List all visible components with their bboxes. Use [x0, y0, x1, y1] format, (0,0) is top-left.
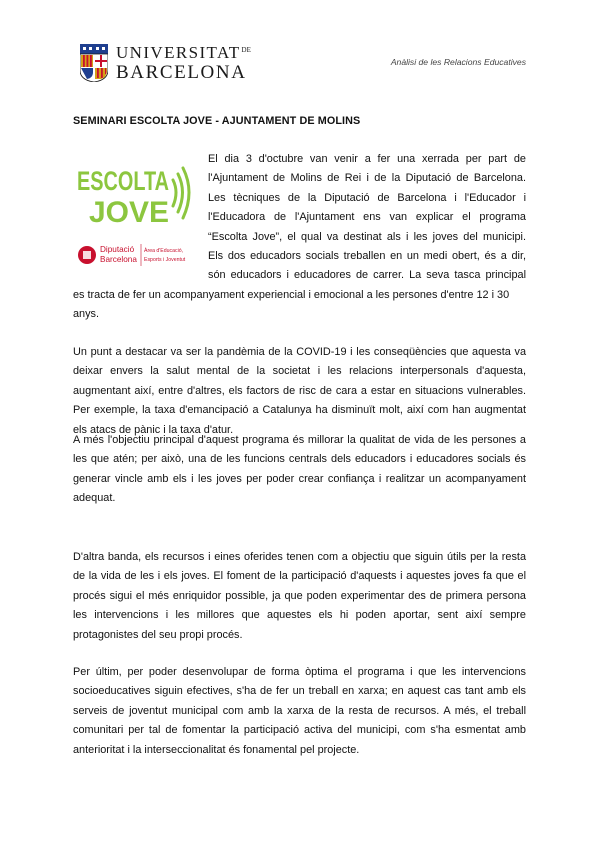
- text-line: El dia 3 d'octubre van venir a fer una xerrada per part de: [208, 153, 526, 165]
- escolta-jove-logo: [75, 158, 197, 274]
- text-line: deixar envers la salut mental de la societat i les relacions interpersonals d'aquesta,: [73, 365, 526, 378]
- text-line: D'altra banda, els recursos i eines oferides tenen com a objectiu que siguin útils per la resta: [73, 551, 526, 563]
- text-line: protagonistes del seu propi procés.: [73, 628, 243, 641]
- text-line: els atacs de pànic i la taxa d'atur.: [73, 423, 234, 436]
- text-line: comunitari per tal de fomentar la participació activa del municipi, com s'ha esmentat amb: [73, 724, 526, 737]
- text-line: Un punt a destacar va ser la pandèmia de la COVID-19 i les conseqüències que aquesta va: [73, 346, 526, 358]
- university-name-line2: BARCELONA: [116, 62, 247, 83]
- text-line: les que atén; per això, una de les funcions centrals dels educadors i educadores socials és: [73, 453, 526, 466]
- text-line: són educadors i educadores de carrer. La seva tasca principal: [208, 269, 526, 282]
- paragraph-network: [73, 663, 526, 760]
- diputacio-label-1: Diputació: [100, 245, 135, 254]
- text-line: de la vida de les i els joves. El foment de la participació d'aquests i aquestes joves fa que el: [73, 570, 526, 583]
- sound-waves-icon: [173, 168, 189, 218]
- text-line: anys.: [73, 308, 100, 321]
- diputacio-label-2: Barcelona: [100, 255, 137, 264]
- text-line: socioeducatives siguin efectives, s'ha de fer un treball en xarxa; en aquest cas tant amb els: [73, 685, 526, 698]
- paragraph-resources: [73, 548, 526, 645]
- page-header: [0, 0, 600, 100]
- document-title: SEMINARI ESCOLTA JOVE - AJUNTAMENT DE MOLINS: [73, 115, 361, 127]
- area-label-2: Esports i Joventut: [144, 257, 186, 263]
- paragraph-objective: [73, 431, 526, 509]
- text-line: serveis de joventut municipal com amb la xarxa de la resta de recursos. A més, el treball: [73, 704, 526, 717]
- text-line: procés sigui el més enriquidor possible, ja que poden experimentar des de primera persona: [73, 589, 526, 602]
- logo-word-escolta: ESCOLTA: [77, 166, 169, 196]
- university-shield-logo: [80, 44, 108, 82]
- text-line: l'Ajuntament de Molins de Rei i de la Diputació de Barcelona.: [208, 172, 526, 185]
- logo-word-jove: JOVE: [89, 196, 169, 229]
- university-name-line1: $UNIVERSITAT^{DE}$: [116, 43, 251, 62]
- text-line: augmentant així, entre d'altres, els factors de risc de cara a estar en situacions vulnerables.: [73, 384, 526, 397]
- text-line: l'Educadora de l'Ajuntament ens van explicar el programa: [208, 211, 526, 224]
- paragraph-intro-wrapped: [208, 150, 526, 286]
- text-line: adequat.: [73, 492, 116, 505]
- text-line: A més l'objectiu principal d'aquest programa és millorar la qualitat de vida de les persones a: [73, 434, 526, 446]
- paragraph-pandemic: [73, 343, 526, 440]
- text-line: les intervencions i les millores que aquestes els hi poden aportar, sent així sempre: [73, 609, 526, 622]
- text-line: Les tècniques de la Diputació de Barcelona i l'Educador i: [208, 191, 526, 204]
- text-line: generar vincle amb els i les joves per poder crear confiança i realitzar un acompanyament: [73, 472, 526, 485]
- text-line: es tracta de fer un acompanyament experiencial i emocional a les persones d'entre 12 i 30: [73, 289, 510, 301]
- header-caption: Anàlisi de les Relacions Educatives: [390, 57, 526, 67]
- area-label-1: Àrea d'Educació,: [144, 248, 184, 254]
- text-line: Per exemple, la taxa d'emancipació a Catalunya ha disminuït molt, així com han augmentat: [73, 404, 526, 417]
- paragraph-intro-continued: [73, 286, 526, 325]
- text-line: anterioritat i la interseccionalitat és fonamental pel projecte.: [73, 743, 360, 756]
- text-line: “Escolta Jove”, el qual va destinat als i les joves del municipi.: [208, 230, 526, 243]
- university-wordmark: [116, 44, 251, 82]
- text-line: Els dos educadors socials treballen en un medi obert, és a dir,: [208, 250, 526, 263]
- text-line: Per últim, per poder desenvolupar de forma òptima el programa i que les intervencions: [73, 666, 526, 678]
